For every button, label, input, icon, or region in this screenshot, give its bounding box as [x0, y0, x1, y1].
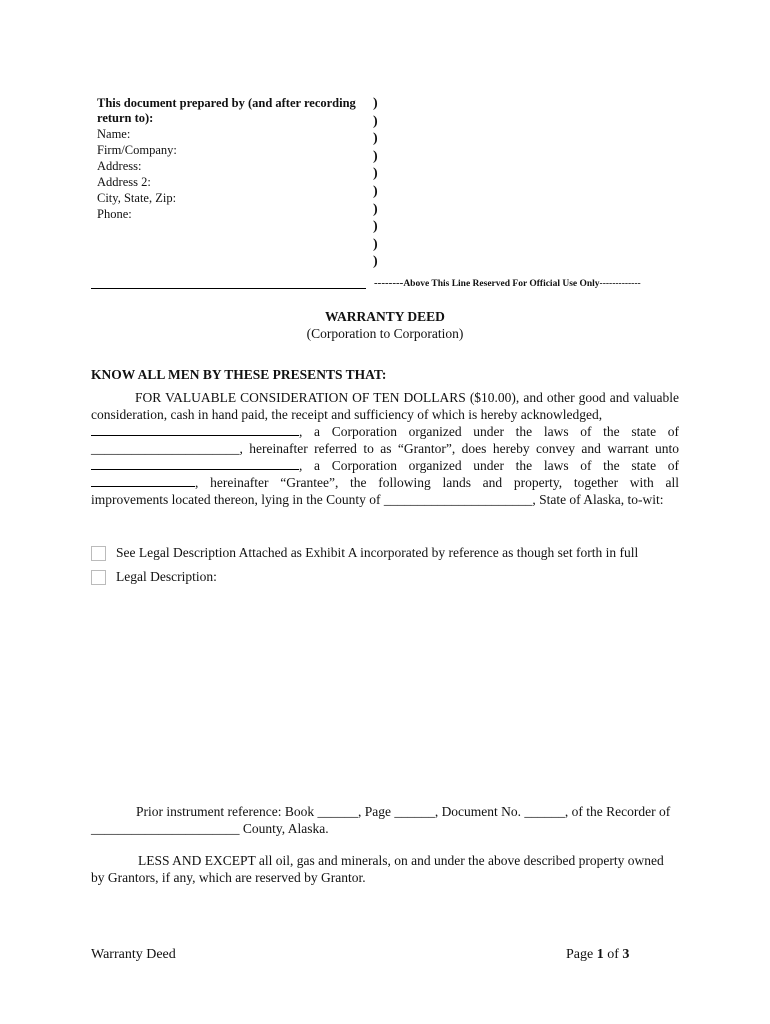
- field-phone: Phone:: [97, 207, 132, 221]
- recording-divider-line: [91, 288, 366, 289]
- county-line: improvements located thereon, lying in the County of ______________________, State of Alaska, to-wit:: [91, 492, 664, 507]
- consideration-paragraph: [91, 389, 679, 508]
- field-address-2: Address 2:: [97, 175, 151, 189]
- reserved-dashes: --------: [374, 277, 404, 289]
- total-pages: 3: [622, 947, 630, 962]
- footer-title: Warranty Deed: [91, 947, 176, 962]
- field-city-state-zip: City, State, Zip:: [97, 191, 177, 205]
- paren: ): [373, 148, 378, 164]
- paren: ): [373, 96, 378, 111]
- of-word: of: [603, 947, 623, 962]
- paren: ): [373, 183, 378, 199]
- paren: ): [373, 219, 378, 235]
- prepared-by-heading-2: return to):: [97, 111, 154, 125]
- prior-instrument-county: ______________________ County, Alaska.: [91, 821, 329, 836]
- page-word: Page: [566, 947, 597, 962]
- grantor-state-blank[interactable]: ______________________: [91, 441, 240, 456]
- consideration-text: FOR VALUABLE CONSIDERATION OF TEN DOLLARS ($10.00), and other good and valuable consideration, cash in hand paid, the receipt and sufficiency of which is hereby acknowledged,: [91, 390, 679, 422]
- paren: ): [373, 201, 378, 217]
- paren-column: [373, 95, 385, 271]
- less-except-text-2: by Grantors, if any, which are reserved by Grantor.: [91, 870, 366, 885]
- paren: ): [373, 113, 378, 129]
- grantee-state-text: , a Corporation organized under the laws of the state of: [299, 458, 679, 473]
- prior-instrument-text: Prior instrument reference: Book ______, Page ______, Document No. ______, of the Recorder of: [136, 804, 671, 819]
- less-except-paragraph: [91, 852, 679, 886]
- prior-instrument-paragraph: [91, 803, 679, 837]
- grantee-line: [91, 457, 679, 474]
- paren: ): [373, 166, 378, 182]
- legal-description-label: Legal Description:: [116, 569, 217, 584]
- paren: ): [373, 254, 378, 270]
- grantor-name-blank[interactable]: [91, 423, 299, 436]
- reserved-official-use: [374, 277, 641, 289]
- prepared-by-block: [97, 96, 369, 222]
- less-except-text: LESS AND EXCEPT all oil, gas and minerals, on and under the above described property owned: [138, 853, 664, 868]
- grantor-line: [91, 423, 679, 440]
- grantee-hereinafter-line: [91, 474, 679, 491]
- paren: ): [373, 236, 378, 252]
- know-all-men-heading: KNOW ALL MEN BY THESE PRESENTS THAT:: [91, 367, 387, 382]
- field-name: Name:: [97, 127, 131, 141]
- reserved-text: Above This Line Reserved For Official Use Only-------------: [403, 279, 641, 289]
- grantor-convey-text: , hereinafter referred to as “Grantor”, does hereby convey and warrant unto: [239, 441, 679, 456]
- exhibit-a-checkbox[interactable]: [91, 546, 106, 561]
- legal-description-option[interactable]: [91, 569, 217, 585]
- grantee-state-blank[interactable]: [91, 474, 195, 487]
- grantor-referred-line: [91, 440, 679, 457]
- grantee-lands-text: , hereinafter “Grantee”, the following lands and property, together with all: [195, 475, 679, 490]
- paren: ): [373, 131, 378, 147]
- page-number: [566, 947, 629, 963]
- current-page: 1: [596, 947, 604, 962]
- grantor-state-text: , a Corporation organized under the laws of the state of: [299, 424, 679, 439]
- grantee-name-blank[interactable]: [91, 457, 299, 470]
- prepared-by-heading: This document prepared by (and after recording: [97, 96, 356, 110]
- field-firm: Firm/Company:: [97, 143, 177, 157]
- document-subtitle: (Corporation to Corporation): [306, 326, 464, 341]
- field-address: Address:: [97, 159, 142, 173]
- exhibit-a-label: See Legal Description Attached as Exhibit A incorporated by reference as though set forth in full: [116, 545, 639, 560]
- legal-description-checkbox[interactable]: [91, 570, 106, 585]
- exhibit-a-option[interactable]: [91, 545, 638, 561]
- document-title: WARRANTY DEED: [325, 309, 445, 324]
